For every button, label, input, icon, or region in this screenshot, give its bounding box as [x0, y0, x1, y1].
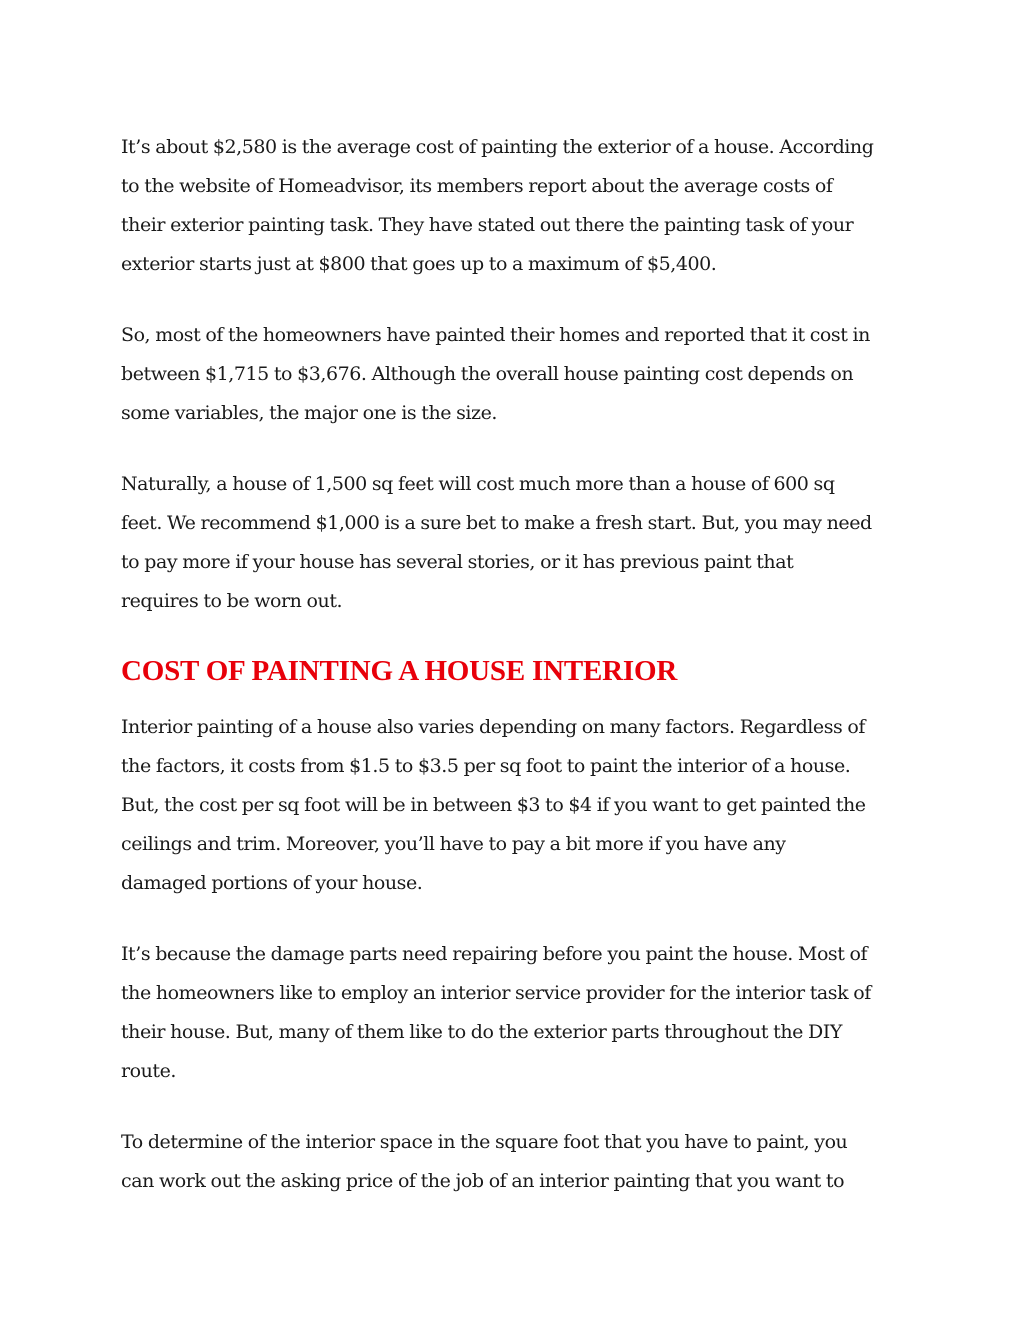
- text-line: some variables, the major one is the size.: [121, 402, 498, 424]
- text-line: their exterior painting task. They have stated out there the painting task of your: [121, 214, 854, 236]
- text-line: between $1,715 to $3,676. Although the overall house painting cost depends on: [121, 363, 854, 385]
- text-line: route.: [121, 1060, 176, 1082]
- text-line: To determine of the interior space in the square foot that you have to paint, you: [121, 1131, 848, 1153]
- text-line: to the website of Homeadvisor, its members report about the average costs of: [121, 175, 833, 197]
- text-line: So, most of the homeowners have painted their homes and reported that it cost in: [121, 324, 870, 346]
- paragraph-reported-cost-range: [121, 316, 911, 433]
- text-line: the factors, it costs from $1.5 to $3.5 per sq foot to paint the interior of a house.: [121, 755, 851, 777]
- text-line: their house. But, many of them like to do the exterior parts throughout the DIY: [121, 1021, 842, 1043]
- text-line: Interior painting of a house also varies depending on many factors. Regardless of: [121, 716, 865, 738]
- paragraph-house-size: [121, 465, 911, 621]
- text-line: damaged portions of your house.: [121, 872, 423, 894]
- paragraph-damage-repair: [121, 935, 911, 1091]
- text-line: the homeowners like to employ an interior service provider for the interior task of: [121, 982, 871, 1004]
- text-line: exterior starts just at $800 that goes up to a maximum of $5,400.: [121, 253, 717, 275]
- text-line: But, the cost per sq foot will be in between $3 to $4 if you want to get painted the: [121, 794, 866, 816]
- text-line: can work out the asking price of the job of an interior painting that you want to: [121, 1170, 845, 1192]
- paragraph-exterior-average-cost: [121, 128, 911, 284]
- text-line: feet. We recommend $1,000 is a sure bet to make a fresh start. But, you may need: [121, 512, 872, 534]
- document-body: [121, 128, 911, 1233]
- section-heading-interior-cost: COST OF PAINTING A HOUSE INTERIOR: [121, 655, 678, 687]
- paragraph-interior-square-foot: [121, 1123, 911, 1201]
- text-line: requires to be worn out.: [121, 590, 343, 612]
- text-line: It’s because the damage parts need repairing before you paint the house. Most of: [121, 943, 868, 965]
- paragraph-interior-cost-factors: [121, 708, 911, 903]
- text-line: Naturally, a house of 1,500 sq feet will cost much more than a house of 600 sq: [121, 473, 835, 495]
- text-line: It’s about $2,580 is the average cost of painting the exterior of a house. According: [121, 136, 874, 158]
- text-line: ceilings and trim. Moreover, you’ll have to pay a bit more if you have any: [121, 833, 786, 855]
- text-line: to pay more if your house has several stories, or it has previous paint that: [121, 551, 794, 573]
